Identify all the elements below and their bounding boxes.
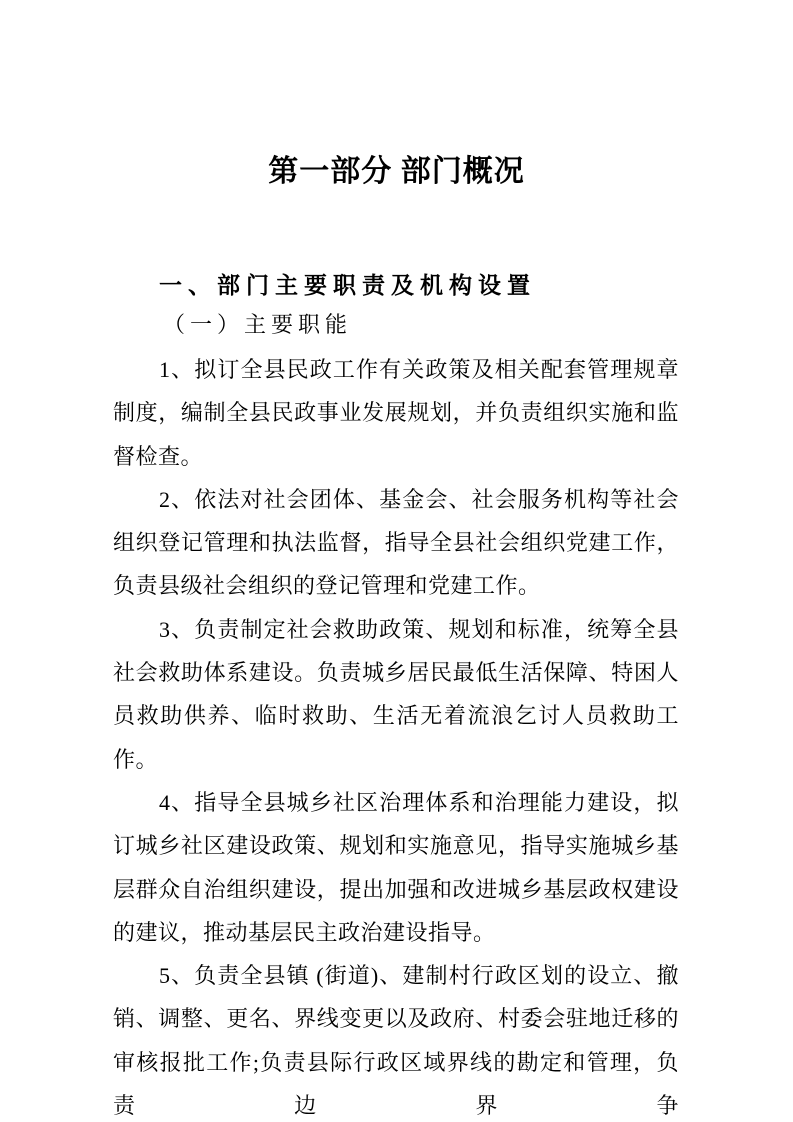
paragraph-4: 4、指导全县城乡社区治理体系和治理能力建设，拟订城乡社区建设政策、规划和实施意见，指导实施城乡基层群众自治组织建设，提出加强和改进城乡基层政权建设的建议，推动基层民主政治建设指导。	[113, 789, 679, 945]
paragraph-1: 1、拟订全县民政工作有关政策及相关配套管理规章制度，编制全县民政事业发展规划，并负责组织实施和监督检查。	[113, 357, 679, 469]
paragraph-2: 2、依法对社会团体、基金会、社会服务机构等社会组织登记管理和执法监督，指导全县社会组织党建工作，负责县级社会组织的登记管理和党建工作。	[113, 486, 679, 599]
section-heading: 一、部门主要职责及机构设置	[159, 272, 536, 298]
paragraph-3: 3、负责制定社会救助政策、规划和标准，统筹全县社会救助体系建设。负责城乡居民最低生活保障、特困人员救助供养、临时救助、生活无着流浪乞讨人员救助工作。	[113, 616, 679, 772]
document-body	[113, 348, 679, 1122]
document-title: 第一部分 部门概况	[268, 155, 525, 188]
subsection-heading: （一）主要职能	[163, 312, 353, 337]
paragraph-5: 5、负责全县镇 (街道)、建制村行政区划的设立、撤销、调整、更名、界线变更以及政府、村委会驻地迁移的审核报批工作;负责县际行政区域界线的勘定和管理，负责边界争	[113, 963, 679, 1119]
